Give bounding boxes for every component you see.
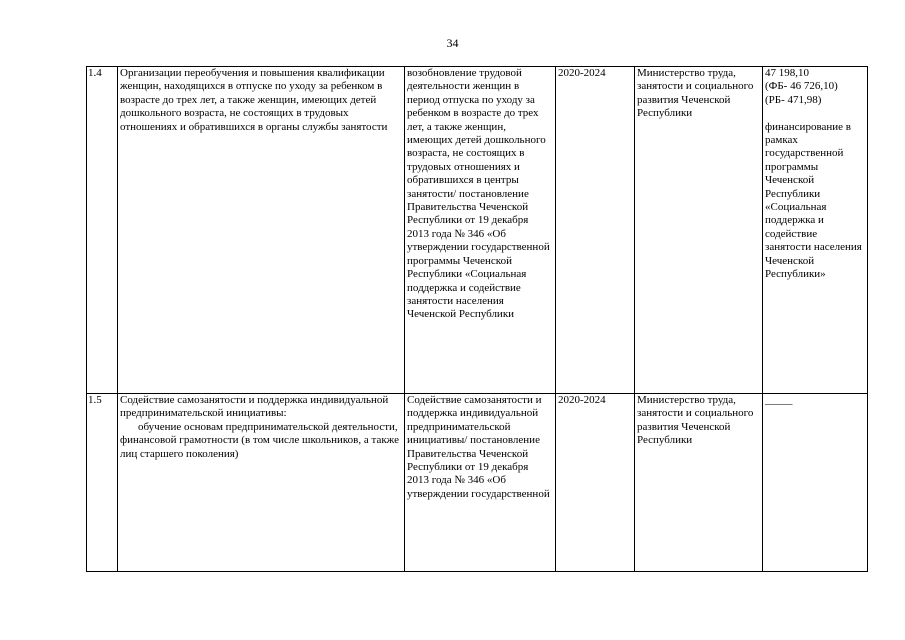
executor-cell: Министерство труда, занятости и социального развития Чеченской Республики — [635, 67, 763, 394]
period-cell: 2020-2024 — [556, 67, 635, 394]
funding-cell — [763, 394, 868, 572]
table-row — [87, 394, 868, 572]
funding-note: финансирование в рамках государственной программы Чеченской Республики «Социальная поддержка и содействие занятости населения Чеченской Республики» — [765, 120, 862, 281]
activity-cell — [118, 67, 405, 394]
result-cell: возобновление трудовой деятельности женщин в период отпуска по уходу за ребенком в возрасте до трех лет, а также женщин, имеющих детей дошкольного возраста, не состоящих в трудовых отношениях и обратившихся в центры занятости/ постановление Правительства Чеченской Республики от 19 декабря 2013 года № 346 «Об утверждении государственной программы Чеченской Республики «Социальная поддержка и содействие занятости населения Чеченской Республики — [405, 67, 556, 394]
executor-cell: Министерство труда, занятости и социального развития Чеченской Республики — [635, 394, 763, 572]
activity-text: Содействие самозанятости и поддержка индивидуальной предпринимательской инициативы: — [120, 394, 389, 420]
funding-regional: (РБ- 471,98) — [765, 93, 822, 106]
funding-cell — [763, 67, 868, 394]
page-number: 34 — [446, 36, 459, 50]
row-number: 1.4 — [87, 67, 118, 394]
row-number: 1.5 — [87, 394, 118, 572]
activity-subtext: обучение основам предпринимательской деятельности, финансовой грамотности (в том числе школьников, а также лиц старшего поколения) — [120, 420, 400, 460]
funding-total: _____ — [765, 394, 793, 406]
result-cell: Содействие самозанятости и поддержка индивидуальной предпринимательской инициативы/ постановление Правительства Чеченской Республики от 19 декабря 2013 года № 346 «Об утверждении государственной — [405, 394, 556, 572]
activity-cell — [118, 394, 405, 572]
table-row — [87, 67, 868, 394]
period-cell: 2020-2024 — [556, 394, 635, 572]
activity-text: Организации переобучения и повышения квалификации женщин, находящихся в отпуске по уходу за ребенком в возрасте до трех лет, а также женщин, имеющих детей дошкольного возраста, не состоящих в трудовых отношениях и обратившихся в органы службы занятости — [120, 67, 388, 133]
measures-table — [86, 66, 868, 572]
funding-federal: (ФБ- 46 726,10) — [765, 80, 838, 93]
funding-total: 47 198,10 — [765, 67, 809, 79]
